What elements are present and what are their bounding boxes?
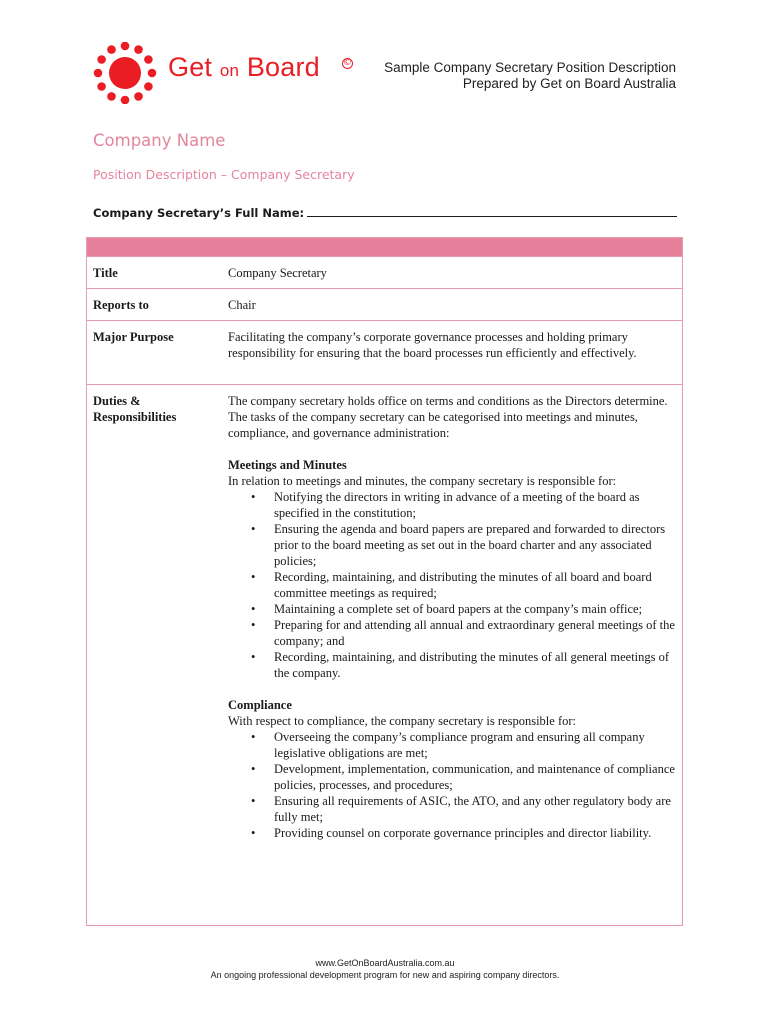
position-table [86,237,683,926]
duties-content [228,385,682,849]
table-header-bar [87,238,682,256]
compliance-heading: Compliance [228,698,292,712]
meetings-intro: In relation to meetings and minutes, the company secretary is responsible for: [228,474,617,488]
compliance-list [228,729,676,841]
list-item: • Providing counsel on corporate governance principles and director liability. [228,825,676,841]
table-row-duties [87,384,682,849]
header-line-2: Prepared by Get on Board Australia [462,76,676,91]
meetings-heading: Meetings and Minutes [228,458,347,472]
list-item: • Development, implementation, communication, and maintenance of compliance policies, processes, and procedures; [228,761,676,793]
page-footer [0,957,770,981]
footer-tagline: An ongoing professional development program for new and aspiring company directors. [210,970,560,980]
row-value: Company Secretary [228,266,327,280]
duties-label-line-2: Responsibilities [93,410,177,424]
row-label: Reports to [93,298,149,312]
list-item: • Ensuring all requirements of ASIC, the ATO, and any other regulatory body are fully met; [228,793,676,825]
list-item: • Overseeing the company’s compliance program and ensuring all company legislative obligations are met; [228,729,676,761]
header-line-1: Sample Company Secretary Position Description [384,60,676,75]
list-item: • Preparing for and attending all annual and extraordinary general meetings of the company; and [228,617,676,649]
compliance-intro: With respect to compliance, the company secretary is responsible for: [228,714,576,728]
table-row-reports-to [87,288,682,320]
logo-word-board: Board [246,52,320,82]
row-value: Chair [228,298,256,312]
meetings-list [228,489,676,681]
table-row-major-purpose [87,320,682,384]
company-name-heading: Company Name [93,131,226,150]
logo-word-get: Get [168,52,213,82]
table-row-title [87,256,682,288]
list-item: • Recording, maintaining, and distributing the minutes of all board and board committee meetings as required; [228,569,676,601]
header-caption [384,60,676,92]
duties-intro: The company secretary holds office on terms and conditions as the Directors determine. The tasks of the company secretary can be categorised into meetings and minutes, compliance, and governance administration: [228,394,668,440]
row-label: Major Purpose [93,330,174,344]
list-item: • Ensuring the agenda and board papers are prepared and forwarded to directors prior to the board meeting as set out in the board charter and any associated policies; [228,521,676,569]
logo-word-on: on [219,61,240,80]
duties-label-line-1: Duties & [93,394,141,408]
row-label [93,393,223,425]
list-item: • Maintaining a complete set of board papers at the company’s main office; [228,601,676,617]
fullname-label: Company Secretary’s Full Name: [93,206,305,220]
logo-wordmark [168,52,320,83]
row-label: Title [93,266,118,280]
row-value: Facilitating the company’s corporate governance processes and holding primary responsibility for ensuring that the board processes run efficiently and effectively. [228,330,637,360]
fullname-blank-line[interactable] [307,204,677,217]
copyright-mark: © [343,58,352,68]
list-item: • Recording, maintaining, and distributing the minutes of all general meetings of the company. [228,649,676,681]
fullname-field [93,204,677,220]
list-item: • Notifying the directors in writing in advance of a meeting of the board as specified in the constitution; [228,489,676,521]
position-description-heading: Position Description – Company Secretary [93,167,355,182]
footer-url[interactable]: www.GetOnBoardAustralia.com.au [315,958,455,968]
